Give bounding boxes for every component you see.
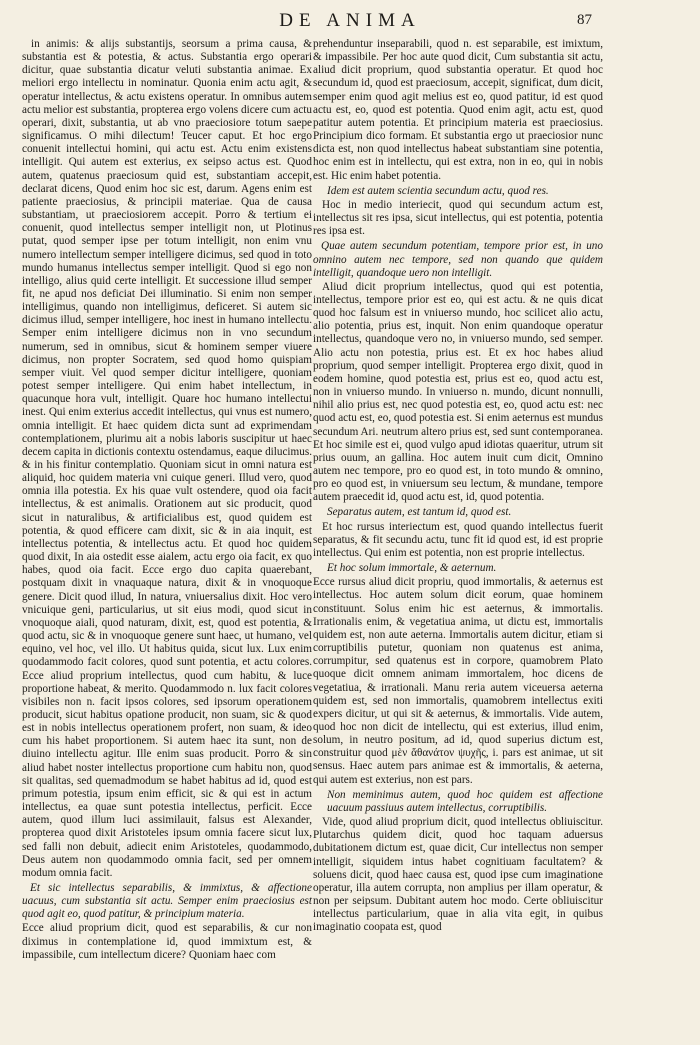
- lemma-quotation: Idem est autem scientia secundum actu, quod res.: [327, 184, 549, 197]
- lemma-quotation: Quae autem secundum potentiam, tempore prior est, in uno omnino autem nec tempore, sed non quando que quidem intelligit, quandoque uero non intelligit.: [313, 240, 603, 279]
- commentary-paragraph: Aliud dicit proprium intellectus, quod qui est potentia, intellectus, tempore prior est eo, qui est actu. & ne quis dicat quod hoc falsum est in vniuerso mundo, hoc scilicet alio actu, alio potentia, prius est, inquit. Non enim quandoque operatur intellectus, quandoque vero no, in vniuerso mundo, sed semper. Alio actu non potestia, prius est. Et ex hoc habes aliud proprium, quod semper intelligit. Propterea ergo dixit, quod in eodem homine, quod potestia est, prius est eo, quod actu est, non in vniuerso mundo. In vniuerso n. mundo, dicunt nonnulli, nihil alio prius est, nec quod potestia est, eo, quod actu est: nec quod actu est, eo, quod potestia est. Si enim aeternus est mundus secundum Ari. neutrum altero prius est, sed sunt contemporanea. Et hoc simile est ei, quod vulgo apud idiotas quaeritur, utrum sit prius ouum, an gallina. Hoc autem inuit cum dicit, Omnino autem nec tempore, pro eo quod est, in toto mundo & omnino, pro eo quod est, in vniuersum seu lectum, & mundane, tempore autem praecedit id, quod actu est, id, quod potentia.: [313, 280, 603, 504]
- lemma-quotation: Et hoc solum immortale, & aeternum.: [327, 562, 497, 575]
- right-text-column: [313, 38, 603, 934]
- commentary-paragraph: prehenduntur inseparabili, quod n. est separabile, est imixtum, & impassibile. Per hoc aute quod dicit, Cum substantia sit actu, aliud dicit proprium, quod substantia operatur. Et quod hoc secundum id, quod est praeciosum, accepit, significat, dum dicit, semper enim quod agit melius est eo, quod patitur, id est quod actu est, eo, quod est potentia. Quod enim agit, actu est, quod patitur autem potentia. Et principium materia est praeciosius. Principium dico formam. Et substantia ergo ut praeciosior nunc dicta est, non quod intellectus habeat substantiam sine potentia, hoc enim est in intellectu, qui est extra, non in eo, qui in nobis est. Hic enim habet potentia.: [313, 38, 603, 182]
- page-number: 87: [577, 12, 592, 28]
- commentary-paragraph: Et hoc rursus interiectum est, quod quando intellectus fuerit separatus, & fit secundu actu, tunc fit id quod est, id est proprie intellectus. Qui enim est potentia, non est proprie intellectus.: [313, 520, 603, 559]
- commentary-paragraph: Ecce aliud proprium dicit, quod est separabilis, & cur non diximus in contemplatione id, quod immixtum est, & impassibile, cum intellectum dicere? Quoniam haec com: [22, 922, 312, 961]
- lemma-quotation: Separatus autem, est tantum id, quod est.: [327, 506, 512, 519]
- running-title: DE ANIMA: [279, 10, 421, 31]
- lemma-quotation: Non meminimus autem, quod hoc quidem est affectione uacuum passiuus autem intellectus, corruptibilis.: [327, 788, 603, 814]
- commentary-paragraph: Ecce rursus aliud dicit propriu, quod immortalis, & aeternus est intellectus. Hoc autem solum dicit eorum, quae hominem constituunt. Solus enim hic est aeternus, & immortalis. Irrationalis enim, & vegetatiua anima, ut dictu est, immortalis quidem est, non aute aeterna. Immortalis autem dicitur, etiam si corruptibilis putetur, quoniam non quatenus est anima, corrumpitur, sed quatenus est in corpore, quamobrem Plato quoque dicit omnem animam immortalem, hoc dicens de vegetatiua, & irrationali. Manu reria autem viceuersa aeterna quidem est, sed non immortalis, quamobrem intellectus exiti expers dicitur, ut qui sit & aeternus, & immortalis. Vide autem, quod hoc non dicit de intellectu, qui est exterius, illud enim, solum, in neutro positum, ad id, quod superius dictum est, construitur quod μὲν ἄθανάτον ψυχῆς, i. pars est animae, ut sit sensus. Haec autem pars animae est & immortalis, & aeterna, qui autem est exterius, non est pars.: [313, 576, 603, 786]
- running-head: [0, 10, 700, 32]
- commentary-paragraph: Hoc in medio interiecit, quod qui secundum actum est, intellectus sit res ipsa, sicut intellectus, qui est potentia, potentia res ipsa est.: [313, 198, 603, 238]
- left-text-column: [22, 38, 312, 962]
- lemma-quotation: Et sic intellectus separabilis, & immixtus, & affectione uacuus, cum substantia sit actu. Semper enim praeciosius est quod agit eo, quod patitur, & principium materia.: [22, 882, 312, 921]
- commentary-paragraph: Vide, quod aliud proprium dicit, quod intellectus obliuiscitur. Plutarchus quidem dicit, quod hoc taquam aduersus dubitationem dictum est, quae dicit, Cur intellectus non semper intelligit, siquidem intus habet cognitiuam facultatem? & soluens dicit, quod haec causa est, quod ipse cum imaginatione operatur, illa autem corrupta, non amplius per illam operatur, & non per seipsum. Dubitant autem hoc modo. Certe obliuiscitur intellectus particularium, quae in alia vita egit, in quibus imaginatio coopata est, quod: [313, 816, 603, 934]
- commentary-paragraph: in animis: & alijs substantijs, seorsum a prima causa, & substantia est & potestia, & actus. Substantia ergo operari dicitur, quae substantia dicatur veluti substantia animae. Ex meliori ergo intellectu in nominatur. Quonia enim actu agit, & operatur intellectus, & actu existens operatur. In omnibus autem actu melior est substantia, propterea ergo volens dicere cum actu operari, dixit, substantia, ut ab vno praeciosiore totum saepe significamus. O mihi dilectum! Teucer caput. Et hoc ergo conuenit intellectui homini, qui actu est. Actu enim existens intelligit. Qui autem est exterius, ex seipso actus est. Quod autem, quatenus praeciosum quid est, substantiam accepit, declarat dicens, Quod enim hoc sic est, darum. Agens enim est patiente praeciosius, & principii materiae. Qua de causa substantiam, ut praeciosiorem accepit. Porro & tertium ei conuenit, quod intellectus semper intelligit non, ut Plotinus putat, quod semper ipse per totum intelligit, non enim vnu numero intellectum semper intelligere dicimus, sed quod in toto mundo humanus intellectus semper intelligit. Quod si ego non intelligo, alius quid certe intelligit. Et successione illud semper fit, ne apud nos deficiat Dei illuminatio. Si enim non semper intelligimus, quando non intelligimus, deficeret. Si autem sic dicimus illud, semper intelligere, hoc inest in humano intellectu. Semper enim intelligere dicimus non in vno secundum numerum, sed in omnibus, sicut & hominem semper viuere dicimus, non propter Socratem, sed quod homo quispiam semper viuit. Vel quod semper dicitur intelligere, quoniam potest semper intelligere. Qui enim habet intellectum, in quacunque hora vult, intelligit. Quare hoc humano intellectui inest. Qui enim exterius accedit intellectus, qui vnus est numero, omnia intelligit. Et haec quidem dicta sunt ad exprimendam contemplationem, plurimu ait a nobis laboris suscipitur ut haec decem capita in dictionis contextu ostendamus, eaque dilucimus. & in his finitur contemplatio. Quoniam sicut in omni natura est aliquid, hoc quidem materia vni cuique generi. Illud vero, quod omnia illa potestia. Ex his quae vult ostendere, quod oia facit intellectus, & est animalis. Orationem aut sic producit, quod sicut in naturalibus, & artificialibus est, quod quidem est potentia, & quod efficere cam dixit, sic & in aia inquit, est intellectus potentia, & intellectus actu. Et quod hoc quidem quod dixit, In aia ostedit esse aialem, actu ergo oia facit, ex quo habes, quod oia facit. Ecce ergo duo capita quaerebant, postquam dixit in vnaquaque natura, dixit & in vnoquoque genere. Dicit quod illud, In natura, vniuersalius dixit. Hoc vero vnicuique geni, particularius, ut sit eius modi, quod sicut in vnoquoque aiali, quod naturam, dixit, est, quod est potentia, & quod actu, sic & in vnoquoque genere sunt haec, ut humano, vel equino, vel hoc, vel illo. Ut habitus quida, sicut lux. Lux enim quodammodo facit colores, quod sunt potentia, et actu colores. Ecce aliud proprium intellectus, quod cum habitu, & luce proportione habeat, & merito. Quodammodo n. lux facit colores visibiles non n. facit ipsos colores, sed ipsorum operationem producit, sicut habitus opatione producit, non suam, sic & quod est in nobis intellectus operationem profert, non suam, & ideo cum his habet proportionem. Si autem haec ita sunt, non de diuino intellectu agitur. Ille enim suas producit. Porro & sin aliud habet noster intellectus proportione cum habitu non, quod sit qualitas, sed quemadmodum se habet habitus ad id, quod est primum potestia, ipsum enim efficit, sic & qui est in actum intellectus, ea quae sunt potestia intellectus, perficit. Ecce autem, quod illum luci assimilauit, falsus est Alexander, propterea quod dixit Aristoteles ipsum omnia facere sicut lux, sed falli non debuit, adiecit enim Aristoteles, quodammodo, Deus autem non quodammodo omnia facit, sed per omnem modum omnia facit.: [22, 38, 312, 879]
